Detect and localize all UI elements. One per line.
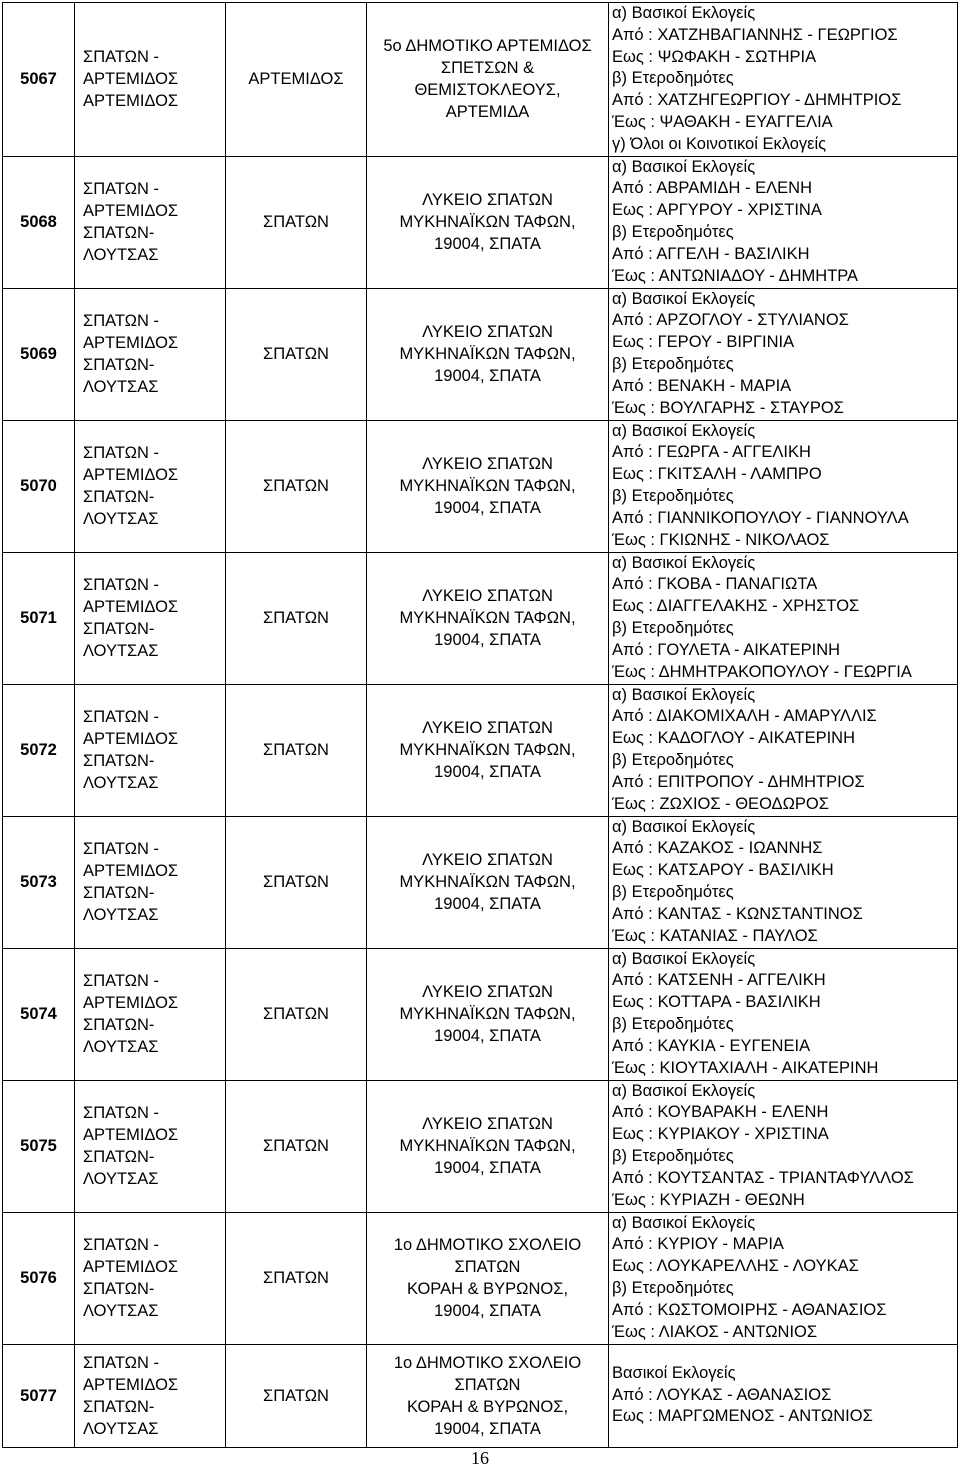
- voters-cell-line: β) Ετεροδημότες: [612, 883, 734, 902]
- municipality-cell-line: ΣΠΑΤΩΝ -: [83, 576, 160, 595]
- community-cell: ΣΠΑΤΩΝ: [226, 948, 367, 1080]
- precinct-number: 5072: [3, 684, 75, 816]
- location-cell-line: 19004, ΣΠΑΤΑ: [434, 499, 541, 518]
- municipality-cell: [75, 1080, 226, 1212]
- location-cell-line: ΣΠΑΤΩΝ: [454, 1375, 521, 1394]
- community-cell: ΣΠΑΤΩΝ: [226, 1212, 367, 1344]
- precinct-number: 5076: [3, 1212, 75, 1344]
- location-cell-line: ΛΥΚΕΙΟ ΣΠΑΤΩΝ: [422, 1115, 553, 1134]
- location-cell-line: 19004, ΣΠΑΤΑ: [434, 763, 541, 782]
- voters-cell-line: β) Ετεροδημότες: [612, 1147, 734, 1166]
- location-cell-line: 19004, ΣΠΑΤΑ: [434, 1302, 541, 1321]
- voters-cell-line: Από : ΚΑΝΤΑΣ - ΚΩΝΣΤΑΝΤΙΝΟΣ: [612, 904, 863, 923]
- municipality-cell-line: ΛΟΥΤΣΑΣ: [83, 906, 159, 925]
- voters-cell: [609, 420, 958, 552]
- municipality-cell-line: ΣΠΑΤΩΝ -: [83, 444, 160, 463]
- table-row: [3, 684, 958, 816]
- table-row: [3, 1344, 958, 1447]
- voters-cell-line: Εως : ΓΕΡΟΥ - ΒΙΡΓΙΝΙΑ: [612, 333, 795, 352]
- community-cell: ΣΠΑΤΩΝ: [226, 156, 367, 288]
- municipality-cell-line: ΑΡΤΕΜΙΔΟΣ: [83, 466, 179, 485]
- table-row: [3, 1080, 958, 1212]
- location-cell-line: ΛΥΚΕΙΟ ΣΠΑΤΩΝ: [422, 719, 553, 738]
- voters-cell-line: Έως : ΔΗΜΗΤΡΑΚΟΠΟΥΛΟΥ - ΓΕΩΡΓΙΑ: [612, 662, 912, 681]
- voters-cell-line: Εως : ΛΟΥΚΑΡΕΛΛΗΣ - ΛΟΥΚΑΣ: [612, 1257, 859, 1276]
- voters-cell-line: Από : ΚΟΥΒΑΡΑΚΗ - ΕΛΕΝΗ: [612, 1103, 829, 1122]
- voters-cell-line: Έως : ΚΥΡΙΑΖΗ - ΘΕΩΝΗ: [612, 1190, 805, 1209]
- location-cell-line: ΛΥΚΕΙΟ ΣΠΑΤΩΝ: [422, 323, 553, 342]
- municipality-cell: [75, 552, 226, 684]
- voters-cell: [609, 1080, 958, 1212]
- voters-cell-line: Από : ΑΡΖΟΓΛΟΥ - ΣΤΥΛΙΑΝΟΣ: [612, 311, 849, 330]
- voters-cell-line: β) Ετεροδημότες: [612, 487, 734, 506]
- municipality-cell-line: ΣΠΑΤΩΝ-: [83, 884, 155, 903]
- voters-cell: [609, 552, 958, 684]
- municipality-cell-line: ΣΠΑΤΩΝ -: [83, 840, 160, 859]
- voters-cell-line: Από : ΧΑΤΖΗΒΑΓΙΑΝΝΗΣ - ΓΕΩΡΓΙΟΣ: [612, 25, 898, 44]
- municipality-cell-line: ΑΡΤΕΜΙΔΟΣ: [83, 1258, 179, 1277]
- municipality-cell-line: ΣΠΑΤΩΝ-: [83, 356, 155, 375]
- location-cell-line: ΜΥΚΗΝΑΪΚΩΝ ΤΑΦΩΝ,: [399, 213, 576, 232]
- precinct-number: 5071: [3, 552, 75, 684]
- voters-cell-line: α) Βασικοί Εκλογείς: [612, 1081, 756, 1100]
- precincts-table-body: [3, 3, 958, 1448]
- location-cell-line: ΜΥΚΗΝΑΪΚΩΝ ΤΑΦΩΝ,: [399, 741, 576, 760]
- municipality-cell-line: ΣΠΑΤΩΝ -: [83, 1236, 160, 1255]
- voters-cell-line: α) Βασικοί Εκλογείς: [612, 949, 756, 968]
- municipality-cell-line: ΣΠΑΤΩΝ -: [83, 312, 160, 331]
- location-cell-line: 5ο ΔΗΜΟΤΙΚΟ ΑΡΤΕΜΙΔΟΣ: [383, 37, 592, 56]
- location-cell-line: 19004, ΣΠΑΤΑ: [434, 1027, 541, 1046]
- location-cell-line: ΜΥΚΗΝΑΪΚΩΝ ΤΑΦΩΝ,: [399, 345, 576, 364]
- municipality-cell-line: ΣΠΑΤΩΝ -: [83, 180, 160, 199]
- voters-cell-line: α) Βασικοί Εκλογείς: [612, 685, 756, 704]
- voters-cell-line: Από : ΒΕΝΑΚΗ - ΜΑΡΙΑ: [612, 376, 792, 395]
- location-cell-line: ΣΠΕΤΣΩΝ &: [440, 59, 535, 78]
- municipality-cell-line: ΑΡΤΕΜΙΔΟΣ: [83, 1375, 179, 1394]
- municipality-cell: [75, 288, 226, 420]
- municipality-cell: [75, 684, 226, 816]
- community-cell: ΣΠΑΤΩΝ: [226, 288, 367, 420]
- location-cell-line: 1ο ΔΗΜΟΤΙΚΟ ΣΧΟΛΕΙΟ: [393, 1236, 582, 1255]
- municipality-cell: [75, 420, 226, 552]
- voters-cell-line: β) Ετεροδημότες: [612, 355, 734, 374]
- municipality-cell-line: ΛΟΥΤΣΑΣ: [83, 510, 159, 529]
- voters-cell-line: Εως : ΚΑΔΟΓΛΟΥ - ΑΙΚΑΤΕΡΙΝΗ: [612, 729, 856, 748]
- voters-cell-line: Από : ΚΑΥΚΙΑ - ΕΥΓΕΝΕΙΑ: [612, 1036, 811, 1055]
- municipality-cell-line: ΑΡΤΕΜΙΔΟΣ: [83, 994, 179, 1013]
- precinct-number: 5073: [3, 816, 75, 948]
- community-cell: ΣΠΑΤΩΝ: [226, 684, 367, 816]
- location-cell-line: ΜΥΚΗΝΑΪΚΩΝ ΤΑΦΩΝ,: [399, 1137, 576, 1156]
- community-cell: ΣΠΑΤΩΝ: [226, 1344, 367, 1447]
- voters-cell-line: Από : ΛΟΥΚΑΣ - ΑΘΑΝΑΣΙΟΣ: [612, 1385, 832, 1404]
- municipality-cell-line: ΣΠΑΤΩΝ-: [83, 224, 155, 243]
- voters-cell-line: Από : ΧΑΤΖΗΓΕΩΡΓΙΟΥ - ΔΗΜΗΤΡΙΟΣ: [612, 91, 902, 110]
- municipality-cell-line: ΛΟΥΤΣΑΣ: [83, 378, 159, 397]
- municipality-cell-line: ΑΡΤΕΜΙΔΟΣ: [83, 598, 179, 617]
- municipality-cell-line: ΛΟΥΤΣΑΣ: [83, 774, 159, 793]
- voters-cell-line: Έως : ΓΚΙΩΝΗΣ - ΝΙΚΟΛΑΟΣ: [612, 530, 830, 549]
- voters-cell-line: Από : ΑΓΓΕΛΗ - ΒΑΣΙΛΙΚΗ: [612, 244, 810, 263]
- location-cell: [367, 816, 609, 948]
- municipality-cell-line: ΣΠΑΤΩΝ-: [83, 1280, 155, 1299]
- location-cell-line: ΚΟΡΑΗ & ΒΥΡΩΝΟΣ,: [406, 1280, 569, 1299]
- voters-cell-line: β) Ετεροδημότες: [612, 223, 734, 242]
- precinct-number: 5074: [3, 948, 75, 1080]
- table-row: [3, 3, 958, 157]
- voters-cell-line: Έως : ΚΙΟΥΤΑΧΙΑΛΗ - ΑΙΚΑΤΕΡΙΝΗ: [612, 1058, 879, 1077]
- location-cell: [367, 684, 609, 816]
- municipality-cell-line: ΣΠΑΤΩΝ-: [83, 488, 155, 507]
- voters-cell-line: Εως : ΚΟΤΤΑΡΑ - ΒΑΣΙΛΙΚΗ: [612, 993, 821, 1012]
- voters-cell-line: Από : ΓΕΩΡΓΑ - ΑΓΓΕΛΙΚΗ: [612, 443, 811, 462]
- voters-cell-line: Από : ΚΥΡΙΟΥ - ΜΑΡΙΑ: [612, 1235, 784, 1254]
- municipality-cell-line: ΣΠΑΤΩΝ -: [83, 972, 160, 991]
- voters-cell-line: Από : ΚΑΖΑΚΟΣ - ΙΩΑΝΝΗΣ: [612, 839, 823, 858]
- precincts-table: [2, 2, 958, 1448]
- voters-cell-line: Από : ΓΟΥΛΕΤΑ - ΑΙΚΑΤΕΡΙΝΗ: [612, 640, 841, 659]
- community-cell: ΣΠΑΤΩΝ: [226, 552, 367, 684]
- municipality-cell-line: ΛΟΥΤΣΑΣ: [83, 1170, 159, 1189]
- location-cell-line: 1ο ΔΗΜΟΤΙΚΟ ΣΧΟΛΕΙΟ: [393, 1353, 582, 1372]
- voters-cell: [609, 156, 958, 288]
- location-cell: [367, 288, 609, 420]
- location-cell: [367, 1080, 609, 1212]
- voters-cell-line: β) Ετεροδημότες: [612, 751, 734, 770]
- location-cell-line: 19004, ΣΠΑΤΑ: [434, 895, 541, 914]
- municipality-cell-line: ΣΠΑΤΩΝ -: [83, 708, 160, 727]
- location-cell: [367, 1212, 609, 1344]
- municipality-cell: [75, 816, 226, 948]
- location-cell-line: ΜΥΚΗΝΑΪΚΩΝ ΤΑΦΩΝ,: [399, 477, 576, 496]
- location-cell: [367, 420, 609, 552]
- municipality-cell-line: ΑΡΤΕΜΙΔΟΣ: [83, 92, 179, 111]
- voters-cell-line: β) Ετεροδημότες: [612, 69, 734, 88]
- voters-cell: [609, 1212, 958, 1344]
- voters-cell-line: Εως : ΚΥΡΙΑΚΟΥ - ΧΡΙΣΤΙΝΑ: [612, 1125, 829, 1144]
- municipality-cell-line: ΛΟΥΤΣΑΣ: [83, 246, 159, 265]
- table-row: [3, 948, 958, 1080]
- location-cell-line: 19004, ΣΠΑΤΑ: [434, 1419, 541, 1438]
- location-cell-line: ΜΥΚΗΝΑΪΚΩΝ ΤΑΦΩΝ,: [399, 609, 576, 628]
- voters-cell-line: Εως : ΔΙΑΓΓΕΛΑΚΗΣ - ΧΡΗΣΤΟΣ: [612, 597, 860, 616]
- municipality-cell: [75, 1212, 226, 1344]
- voters-cell-line: α) Βασικοί Εκλογείς: [612, 289, 756, 308]
- location-cell-line: ΜΥΚΗΝΑΪΚΩΝ ΤΑΦΩΝ,: [399, 873, 576, 892]
- location-cell-line: ΜΥΚΗΝΑΪΚΩΝ ΤΑΦΩΝ,: [399, 1005, 576, 1024]
- voters-cell: [609, 816, 958, 948]
- voters-cell-line: β) Ετεροδημότες: [612, 1279, 734, 1298]
- table-row: [3, 420, 958, 552]
- voters-cell-line: Έως : ΒΟΥΛΓΑΡΗΣ - ΣΤΑΥΡΟΣ: [612, 398, 844, 417]
- municipality-cell-line: ΑΡΤΕΜΙΔΟΣ: [83, 1126, 179, 1145]
- location-cell-line: ΛΥΚΕΙΟ ΣΠΑΤΩΝ: [422, 191, 553, 210]
- voters-cell-line: Εως : ΨΩΦΑΚΗ - ΣΩΤΗΡΙΑ: [612, 47, 817, 66]
- voters-cell-line: Από : ΓΙΑΝΝΙΚΟΠΟΥΛΟΥ - ΓΙΑΝΝΟΥΛΑ: [612, 508, 909, 527]
- municipality-cell-line: ΣΠΑΤΩΝ-: [83, 1016, 155, 1035]
- municipality-cell-line: ΛΟΥΤΣΑΣ: [83, 1038, 159, 1057]
- municipality-cell-line: ΣΠΑΤΩΝ-: [83, 1148, 155, 1167]
- location-cell: [367, 1344, 609, 1447]
- voters-cell-line: Εως : ΜΑΡΓΩΜΕΝΟΣ - ΑΝΤΩΝΙΟΣ: [612, 1407, 873, 1426]
- table-row: [3, 552, 958, 684]
- voters-cell-line: β) Ετεροδημότες: [612, 1015, 734, 1034]
- voters-cell-line: Έως : ΑΝΤΩΝΙΑΔΟΥ - ΔΗΜΗΤΡΑ: [612, 266, 859, 285]
- voters-cell-line: Από : ΔΙΑΚΟΜΙΧΑΛΗ - ΑΜΑΡΥΛΛΙΣ: [612, 707, 877, 726]
- location-cell-line: ΛΥΚΕΙΟ ΣΠΑΤΩΝ: [422, 983, 553, 1002]
- precinct-number: 5067: [3, 3, 75, 157]
- table-row: [3, 1212, 958, 1344]
- municipality-cell: [75, 1344, 226, 1447]
- voters-cell-line: α) Βασικοί Εκλογείς: [612, 421, 756, 440]
- location-cell-line: ΘΕΜΙΣΤΟΚΛΕΟΥΣ,: [414, 81, 561, 100]
- location-cell: [367, 948, 609, 1080]
- municipality-cell-line: ΣΠΑΤΩΝ-: [83, 752, 155, 771]
- precinct-number: 5069: [3, 288, 75, 420]
- municipality-cell-line: ΑΡΤΕΜΙΔΟΣ: [83, 862, 179, 881]
- location-cell-line: 19004, ΣΠΑΤΑ: [434, 235, 541, 254]
- municipality-cell: [75, 948, 226, 1080]
- voters-cell-line: α) Βασικοί Εκλογείς: [612, 553, 756, 572]
- municipality-cell-line: ΣΠΑΤΩΝ -: [83, 1353, 160, 1372]
- table-row: [3, 156, 958, 288]
- voters-cell-line: Εως : ΑΡΓΥΡΟΥ - ΧΡΙΣΤΙΝΑ: [612, 201, 822, 220]
- municipality-cell: [75, 156, 226, 288]
- voters-cell-line: Εως : ΓΚΙΤΣΑΛΗ - ΛΑΜΠΡΟ: [612, 465, 822, 484]
- location-cell-line: 19004, ΣΠΑΤΑ: [434, 1159, 541, 1178]
- municipality-cell-line: ΑΡΤΕΜΙΔΟΣ: [83, 730, 179, 749]
- municipality-cell-line: ΣΠΑΤΩΝ -: [83, 1104, 160, 1123]
- community-cell: ΑΡΤΕΜΙΔΟΣ: [226, 3, 367, 157]
- voters-cell-line: Από : ΚΟΥΤΣΑΝΤΑΣ - ΤΡΙΑΝΤΑΦΥΛΛΟΣ: [612, 1168, 914, 1187]
- voters-cell-line: γ) Όλοι οι Κοινοτικοί Εκλογείς: [612, 134, 827, 153]
- voters-cell: [609, 288, 958, 420]
- voters-cell-line: β) Ετεροδημότες: [612, 619, 734, 638]
- voters-cell-line: Από : ΚΑΤΣΕΝΗ - ΑΓΓΕΛΙΚΗ: [612, 971, 826, 990]
- municipality-cell-line: ΛΟΥΤΣΑΣ: [83, 1302, 159, 1321]
- voters-cell-line: Από : ΕΠΙΤΡΟΠΟΥ - ΔΗΜΗΤΡΙΟΣ: [612, 772, 865, 791]
- voters-cell-line: Έως : ΛΙΑΚΟΣ - ΑΝΤΩΝΙΟΣ: [612, 1322, 818, 1341]
- community-cell: ΣΠΑΤΩΝ: [226, 816, 367, 948]
- municipality-cell-line: ΛΟΥΤΣΑΣ: [83, 642, 159, 661]
- precinct-number: 5070: [3, 420, 75, 552]
- municipality-cell-line: ΣΠΑΤΩΝ-: [83, 620, 155, 639]
- community-cell: ΣΠΑΤΩΝ: [226, 1080, 367, 1212]
- voters-cell-line: α) Βασικοί Εκλογείς: [612, 817, 756, 836]
- voters-cell-line: α) Βασικοί Εκλογείς: [612, 1213, 756, 1232]
- municipality-cell-line: ΑΡΤΕΜΙΔΟΣ: [83, 334, 179, 353]
- voters-cell: [609, 948, 958, 1080]
- location-cell: [367, 156, 609, 288]
- voters-cell: [609, 3, 958, 157]
- voters-cell-line: Εως : ΚΑΤΣΑΡΟΥ - ΒΑΣΙΛΙΚΗ: [612, 861, 834, 880]
- page-number: 16: [471, 1448, 489, 1468]
- table-row: [3, 816, 958, 948]
- precinct-number: 5077: [3, 1344, 75, 1447]
- location-cell-line: ΑΡΤΕΜΙΔΑ: [445, 103, 530, 122]
- location-cell-line: ΣΠΑΤΩΝ: [454, 1258, 521, 1277]
- voters-cell: [609, 684, 958, 816]
- location-cell: [367, 3, 609, 157]
- voters-cell-line: Από : ΓΚΟΒΑ - ΠΑΝΑΓΙΩΤΑ: [612, 575, 818, 594]
- voters-cell-line: Από : ΚΩΣΤΟΜΟΙΡΗΣ - ΑΘΑΝΑΣΙΟΣ: [612, 1300, 887, 1319]
- voters-cell-line: Έως : ΨΑΘΑΚΗ - ΕΥΑΓΓΕΛΙΑ: [612, 112, 833, 131]
- municipality-cell-line: ΣΠΑΤΩΝ-: [83, 1397, 155, 1416]
- municipality-cell-line: ΛΟΥΤΣΑΣ: [83, 1419, 159, 1438]
- voters-cell-line: Από : ΑΒΡΑΜΙΔΗ - ΕΛΕΝΗ: [612, 179, 812, 198]
- community-cell: ΣΠΑΤΩΝ: [226, 420, 367, 552]
- precinct-number: 5075: [3, 1080, 75, 1212]
- location-cell-line: ΚΟΡΑΗ & ΒΥΡΩΝΟΣ,: [406, 1397, 569, 1416]
- voters-cell-line: Βασικοί Εκλογείς: [612, 1363, 736, 1382]
- location-cell-line: ΛΥΚΕΙΟ ΣΠΑΤΩΝ: [422, 587, 553, 606]
- location-cell-line: ΛΥΚΕΙΟ ΣΠΑΤΩΝ: [422, 455, 553, 474]
- voters-cell: [609, 1344, 958, 1447]
- municipality-cell-line: ΑΡΤΕΜΙΔΟΣ: [83, 202, 179, 221]
- voters-cell-line: Έως : ΚΑΤΑΝΙΑΣ - ΠΑΥΛΟΣ: [612, 926, 818, 945]
- municipality-cell: [75, 3, 226, 157]
- voters-cell-line: Έως : ΖΩΧΙΟΣ - ΘΕΟΔΩΡΟΣ: [612, 794, 829, 813]
- voters-cell-line: α) Βασικοί Εκλογείς: [612, 157, 756, 176]
- voters-cell-line: α) Βασικοί Εκλογείς: [612, 4, 756, 22]
- location-cell-line: ΛΥΚΕΙΟ ΣΠΑΤΩΝ: [422, 851, 553, 870]
- municipality-cell-line: ΑΡΤΕΜΙΔΟΣ: [83, 70, 179, 89]
- precinct-number: 5068: [3, 156, 75, 288]
- location-cell-line: 19004, ΣΠΑΤΑ: [434, 367, 541, 386]
- municipality-cell-line: ΣΠΑΤΩΝ -: [83, 48, 160, 67]
- location-cell-line: 19004, ΣΠΑΤΑ: [434, 631, 541, 650]
- location-cell: [367, 552, 609, 684]
- table-row: [3, 288, 958, 420]
